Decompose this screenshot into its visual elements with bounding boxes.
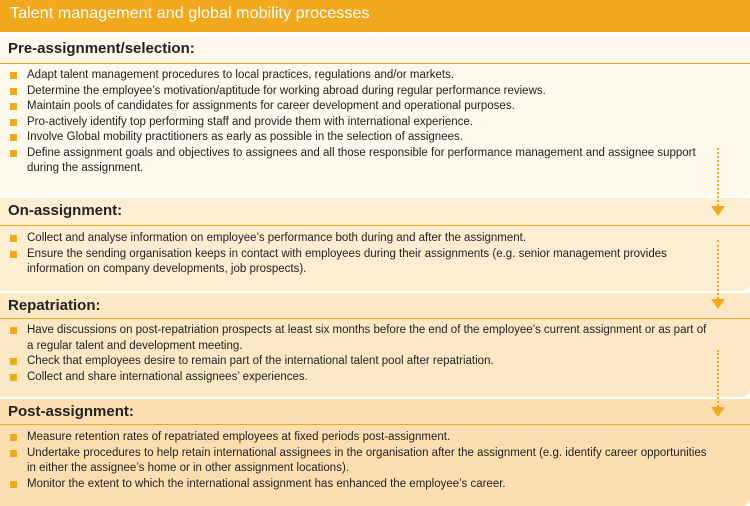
item-text: Ensure the sending organisation keeps in contact with employees during their assignments (e.g. senior management provides information on company developments, job prospects). xyxy=(27,247,667,275)
item-text: Collect and share international assignees’ experiences. xyxy=(27,370,308,383)
item-text: Collect and analyse information on employee’s performance both during and after the assignment. xyxy=(27,232,527,244)
title-bar xyxy=(0,0,750,32)
panel-title: Talent management and global mobility processes xyxy=(10,5,370,22)
section-heading: Pre-assignment/selection: xyxy=(8,40,195,57)
section-on-assignment xyxy=(0,198,750,291)
item-text: Undertake procedures to help retain international assignees in the organisation after the assignment (e.g. identify career opportunities in either the assignee’s home or in other assignment locations). xyxy=(27,446,707,474)
bullet-square-icon xyxy=(10,119,17,126)
flow-arrow-down-icon xyxy=(711,350,725,417)
bullet-square-icon xyxy=(10,251,17,258)
list-item xyxy=(10,115,710,131)
item-text: Determine the employee’s motivation/aptitude for working abroad during regular performance reviews. xyxy=(27,84,546,97)
bullet-square-icon xyxy=(10,358,17,365)
list-item xyxy=(10,247,710,278)
flow-arrow-down-icon xyxy=(711,148,725,216)
section-post-assignment xyxy=(0,399,750,506)
list-item xyxy=(10,370,710,386)
bullet-square-icon xyxy=(10,327,17,334)
heading-rule xyxy=(0,424,750,425)
section-heading: On-assignment: xyxy=(8,202,123,219)
list-item xyxy=(10,446,710,477)
heading-rule xyxy=(0,63,750,64)
item-list xyxy=(10,68,710,177)
bullet-square-icon xyxy=(10,450,17,457)
section-pre-assignment xyxy=(0,36,750,196)
bullet-square-icon xyxy=(10,103,17,110)
item-list xyxy=(10,430,710,492)
list-item xyxy=(10,231,710,247)
list-item xyxy=(10,146,710,177)
bullet-square-icon xyxy=(10,434,17,441)
bullet-square-icon xyxy=(10,481,17,488)
item-text: Adapt talent management procedures to local practices, regulations and/or markets. xyxy=(27,69,455,81)
heading-rule xyxy=(0,318,750,319)
item-text: Pro-actively identify top performing staff and provide them with international experience. xyxy=(27,115,473,128)
list-item xyxy=(10,354,710,370)
bullet-square-icon xyxy=(10,88,17,95)
item-text: Involve Global mobility practitioners as early as possible in the selection of assignees. xyxy=(27,131,463,143)
bullet-square-icon xyxy=(10,72,17,79)
item-list xyxy=(10,323,710,385)
item-list xyxy=(10,231,710,278)
list-item xyxy=(10,323,710,354)
list-item xyxy=(10,477,710,493)
item-text: Have discussions on post-repatriation prospects at least six months before the end of the employee’s current assignment or as part of a regular talent and development meeting. xyxy=(27,324,707,352)
list-item xyxy=(10,84,710,100)
section-heading: Post-assignment: xyxy=(8,403,134,420)
bullet-square-icon xyxy=(10,150,17,157)
list-item xyxy=(10,99,710,115)
list-item xyxy=(10,130,710,146)
item-text: Define assignment goals and objectives to assignees and all those responsible for performance management and assignee support during the assignment. xyxy=(27,146,696,174)
bullet-square-icon xyxy=(10,134,17,141)
section-repatriation xyxy=(0,293,750,397)
item-text: Measure retention rates of repatriated employees at fixed periods post-assignment. xyxy=(27,431,451,443)
flow-arrow-down-icon xyxy=(711,240,725,309)
item-text: Maintain pools of candidates for assignments for career development and operational purposes. xyxy=(27,100,515,112)
section-heading: Repatriation: xyxy=(8,297,101,314)
list-item xyxy=(10,430,710,446)
bullet-square-icon xyxy=(10,235,17,242)
item-text: Monitor the extent to which the international assignment has enhanced the employee’s career. xyxy=(27,477,506,490)
heading-rule xyxy=(0,225,750,226)
bullet-square-icon xyxy=(10,374,17,381)
item-text: Check that employees desire to remain part of the international talent pool after repatriation. xyxy=(27,355,494,367)
list-item xyxy=(10,68,710,84)
